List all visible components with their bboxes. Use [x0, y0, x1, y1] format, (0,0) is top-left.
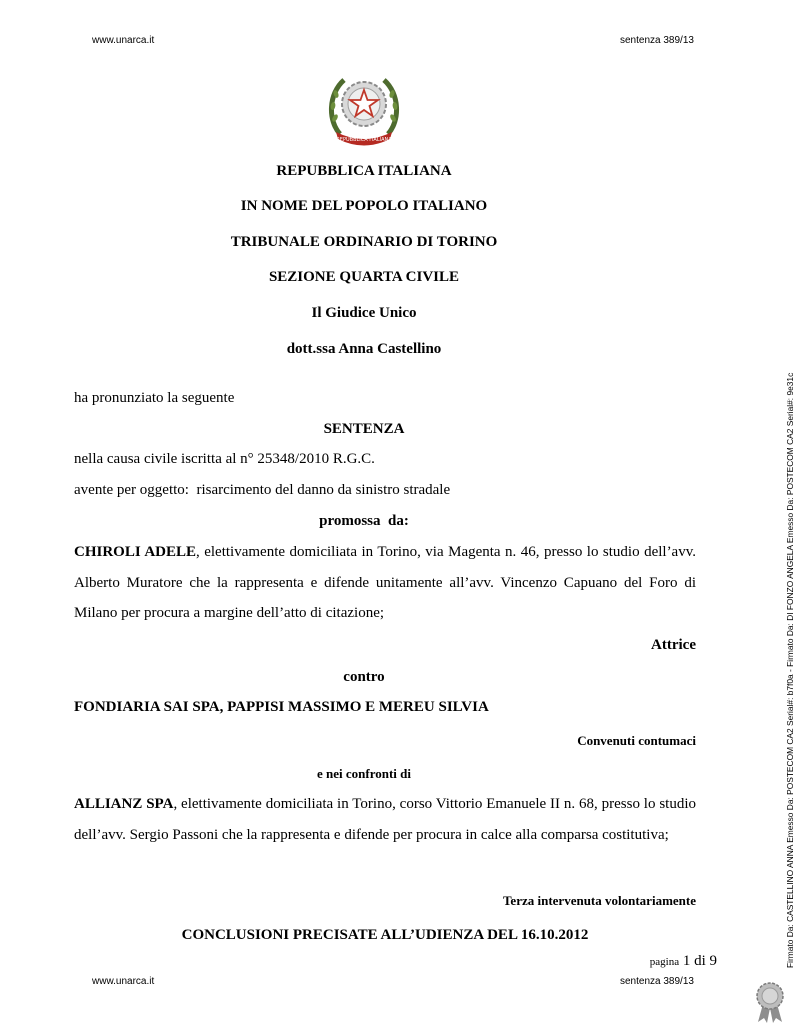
- page-label: pagina: [649, 956, 680, 968]
- intervener-name: ALLIANZ SPA: [74, 796, 174, 812]
- plaintiff-paragraph: [74, 537, 696, 629]
- plaintiff-text: , elettivamente domiciliata in Torino, via Magenta n. 46, presso lo studio dell’avv. Alberto Muratore che la rappresenta e difende unitamente all’avv. Vincenzo Capuano del Foro di Milano per procura a margine dell’atto di citazione;: [74, 544, 696, 621]
- intervener-text: , elettivamente domiciliata in Torino, corso Vittorio Emanuele II n. 68, presso lo studio dell’avv. Sergio Passoni che la rappresenta e difende per procura in calce alla comparsa costitutiva;: [74, 796, 696, 843]
- case-line: nella causa civile iscritta al n° 25348/2010 R.G.C.: [74, 451, 375, 467]
- italian-republic-emblem-icon: [322, 66, 406, 150]
- footer-ref: sentenza 389/13: [620, 976, 694, 987]
- certification-seal-icon: [752, 980, 788, 1024]
- header-site: www.unarca.it: [92, 35, 155, 46]
- digital-signature-text: Firmato Da: CASTELLINO ANNA Emesso Da: POSTECOM CA2 Serial#: b7f0a - Firmato Da: DI FONZO ANGELA Emesso Da: POSTECOM CA2 Serial#: 9e31c: [785, 372, 795, 968]
- judge-name: dott.ssa Anna Castellino: [286, 341, 442, 357]
- plaintiff-name: CHIROLI ADELE: [74, 544, 197, 560]
- title-republic: REPUBBLICA ITALIANA: [276, 163, 452, 179]
- defendants-role: Convenuti contumaci: [577, 733, 696, 748]
- sentenza-heading: SENTENZA: [323, 421, 405, 437]
- judge-role: Il Giudice Unico: [311, 305, 417, 321]
- intro-text: ha pronunziato la seguente: [74, 390, 235, 406]
- contro-heading: contro: [343, 669, 385, 685]
- object-line: avente per oggetto: risarcimento del danno da sinistro stradale: [74, 482, 451, 498]
- page-sep: di: [694, 953, 706, 969]
- title-people: IN NOME DEL POPOLO ITALIANO: [240, 198, 488, 214]
- intervener-role: Terza intervenuta volontariamente: [502, 893, 696, 908]
- plaintiff-role: Attrice: [651, 637, 696, 653]
- confronti-heading: e nei confronti di: [316, 766, 411, 781]
- page-current: 1: [682, 953, 691, 969]
- title-court: TRIBUNALE ORDINARIO DI TORINO: [230, 234, 498, 250]
- conclusions-heading: CONCLUSIONI PRECISATE ALL’UDIENZA DEL 16.10.2012: [181, 927, 589, 943]
- footer-site: www.unarca.it: [92, 976, 155, 987]
- title-section: SEZIONE QUARTA CIVILE: [268, 269, 460, 285]
- page-total: 9: [709, 953, 717, 969]
- page-number: [650, 953, 717, 970]
- defendants: FONDIARIA SAI SPA, PAPPISI MASSIMO E MEREU SILVIA: [74, 699, 489, 715]
- intervener-paragraph: [74, 789, 696, 850]
- header-ref: sentenza 389/13: [620, 35, 694, 46]
- emblem-motto: REPUBBLICA ITALIANA: [336, 137, 392, 143]
- promossa-heading: promossa da:: [319, 513, 409, 529]
